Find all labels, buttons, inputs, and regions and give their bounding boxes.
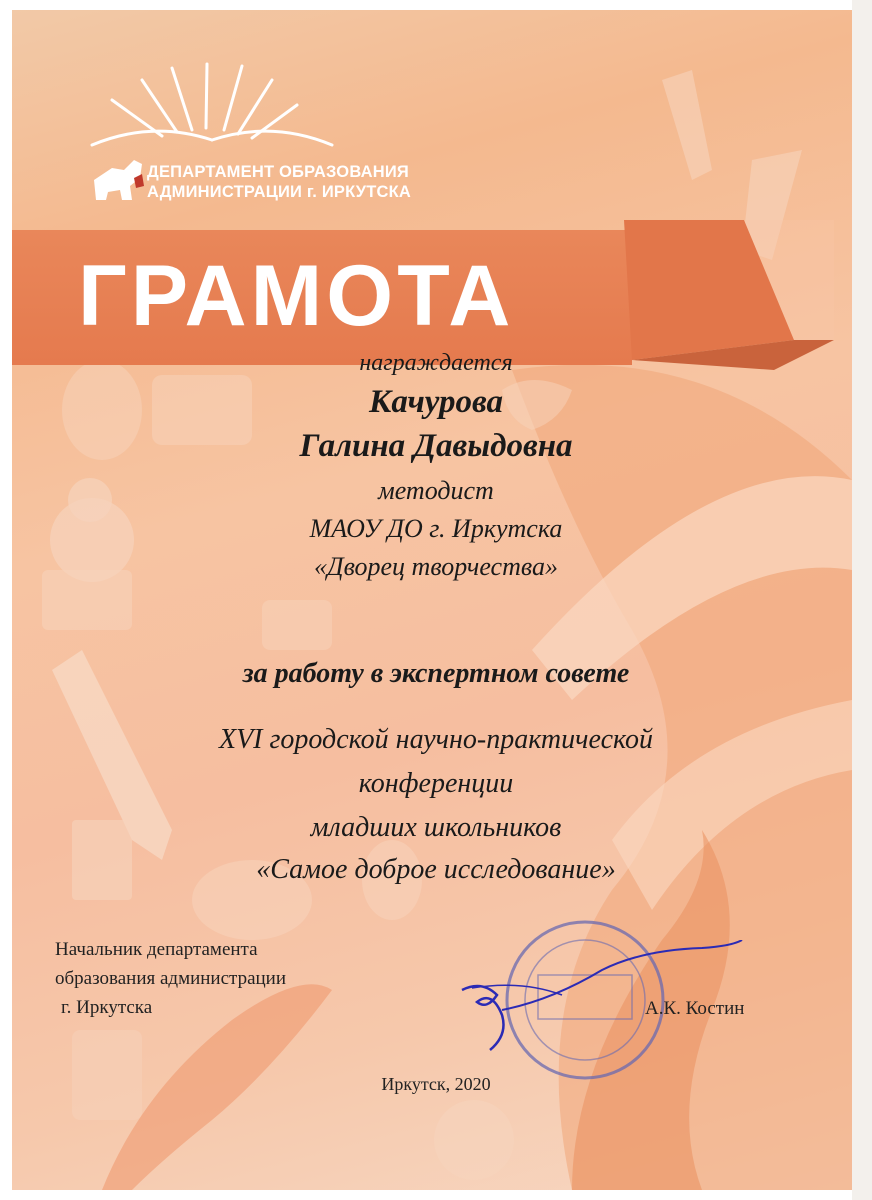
event-line2: конференции	[358, 768, 514, 799]
department-name-line2: АДМИНИСТРАЦИИ г. ИРКУТСКА	[147, 183, 412, 201]
scan-edge	[852, 0, 872, 1200]
signer-role-line2: образования администрации	[55, 968, 287, 989]
signer-role-line1: Начальник департамента	[55, 939, 258, 960]
signer-name: А.К. Костин	[645, 998, 745, 1019]
recipient-position: методист	[378, 476, 494, 505]
organization-line2: «Дворец творчества»	[314, 552, 558, 581]
document-title: ГРАМОТА	[78, 248, 515, 344]
signer-role-line3: г. Иркутска	[61, 997, 153, 1018]
organization-line1: МАОУ ДО г. Иркутска	[309, 514, 563, 543]
department-name-line1: ДЕПАРТАМЕНТ ОБРАЗОВАНИЯ	[147, 163, 409, 181]
event-line1: XVI городской научно-практической	[218, 724, 654, 755]
recipient-name: Галина Давыдовна	[299, 428, 573, 464]
awarded-label: награждается	[359, 350, 513, 376]
place-and-year: Иркутск, 2020	[381, 1074, 491, 1094]
event-line3: младших школьников	[310, 812, 562, 843]
award-reason: за работу в экспертном совете	[242, 658, 630, 689]
title-band-fold	[624, 220, 834, 370]
recipient-surname: Качурова	[369, 384, 503, 420]
event-line4: «Самое доброе исследование»	[256, 854, 616, 885]
department-name	[147, 162, 411, 202]
babr-icon	[94, 160, 144, 200]
signer-role	[55, 938, 286, 1019]
